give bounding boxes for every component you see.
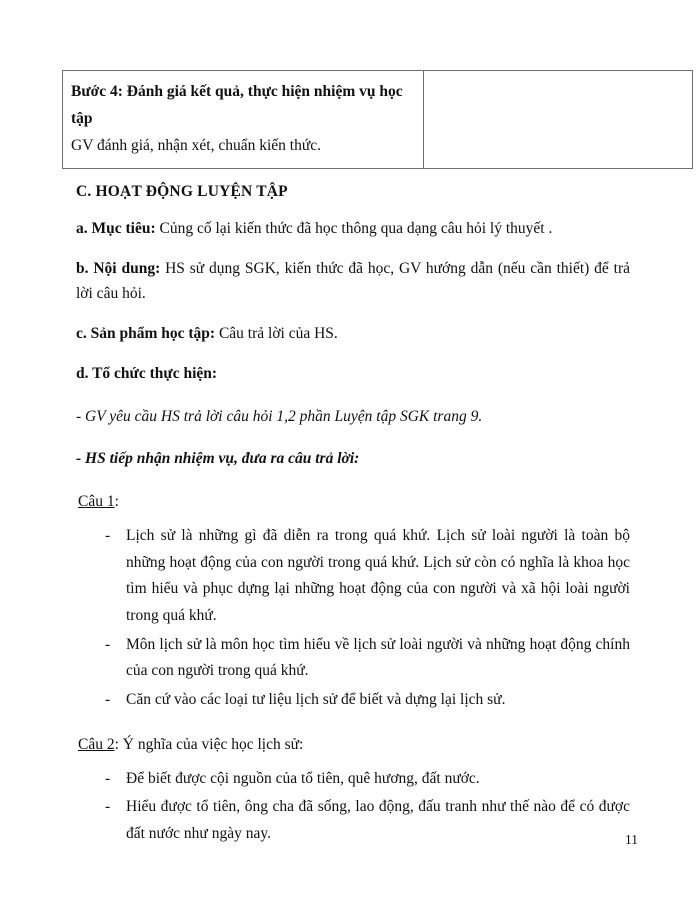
page-content — [62, 70, 630, 850]
dash-bullet-icon: - — [105, 690, 111, 708]
section-item-d — [76, 361, 630, 386]
table-cell-left — [63, 71, 424, 169]
question-2-number: Câu 2 — [78, 735, 115, 753]
section-item-b-text: HS sử dụng SGK, kiến thức đã học, GV hướng dẫn (nếu cần thiết) để trả lời câu hỏi. — [76, 260, 630, 303]
section-item-c-text: Câu trả lời của HS. — [215, 325, 338, 343]
section-item-a — [76, 216, 630, 241]
question-1-answers — [62, 523, 630, 714]
list-item — [62, 687, 630, 714]
section-title: C. HOẠT ĐỘNG LUYỆN TẬP — [76, 183, 288, 201]
section-item-a-label: a. Mục tiêu: — [76, 220, 156, 238]
question-1-suffix: : — [114, 492, 119, 510]
step-body: GV đánh giá, nhận xét, chuẩn kiến thức. — [71, 137, 322, 155]
table-cell-right — [424, 71, 693, 169]
question-1-label — [78, 489, 630, 514]
question-2-answers — [62, 766, 630, 848]
step-heading: Bước 4: Đánh giá kết quả, thực hiện nhiệm vụ học tập — [71, 83, 403, 128]
list-item — [62, 794, 630, 847]
dash-bullet-icon: - — [105, 798, 111, 816]
section-item-c-label: c. Sản phẩm học tập: — [76, 325, 216, 343]
dash-bullet-icon: - — [105, 635, 111, 653]
question-2-suffix: : Ý nghĩa của việc học lịch sử: — [114, 735, 304, 753]
list-item — [62, 766, 630, 793]
question-1-number: Câu 1 — [78, 492, 115, 510]
section-item-d-label: d. Tổ chức thực hiện: — [76, 365, 218, 383]
instruction-teacher: - GV yêu cầu HS trả lời câu hỏi 1,2 phần Luyện tập SGK trang 9. — [76, 407, 483, 425]
section-item-b — [76, 256, 630, 306]
section-item-c — [76, 321, 630, 346]
list-item-text: Lịch sử là những gì đã diễn ra trong quá khứ. Lịch sử loài người là toàn bộ những hoạt động của con người trong quá khứ. Lịch sử còn có nghĩa là khoa học tìm hiểu và phục dựng lại những hoạt động của con người và xã hội loài người trong quá khứ. — [126, 526, 630, 624]
list-item-text: Hiểu được tổ tiên, ông cha đã sống, lao động, đấu tranh như thế nào để có được đất nước như ngày nay. — [126, 798, 630, 842]
list-item-text: Môn lịch sử là môn học tìm hiểu về lịch sử loài người và những hoạt động chính của con người trong quá khứ. — [126, 635, 630, 680]
list-item — [62, 523, 630, 630]
section-item-b-label: b. Nội dung: — [76, 260, 161, 278]
dash-bullet-icon: - — [105, 526, 111, 544]
list-item-text: Để biết được cội nguồn của tổ tiên, quê hương, đất nước. — [126, 769, 480, 787]
list-item-text: Căn cứ vào các loại tư liệu lịch sử để biết và dựng lại lịch sử. — [126, 690, 506, 708]
teaching-step-table — [62, 70, 693, 169]
dash-bullet-icon: - — [105, 769, 111, 787]
list-item — [62, 632, 630, 685]
page-number: 11 — [625, 832, 638, 847]
question-2-label — [78, 732, 630, 757]
instruction-student: - HS tiếp nhận nhiệm vụ, đưa ra câu trả lời: — [76, 449, 360, 467]
table-row — [63, 71, 693, 169]
section-item-a-text: Củng cố lại kiến thức đã học thông qua dạng câu hỏi lý thuyết . — [155, 220, 553, 238]
